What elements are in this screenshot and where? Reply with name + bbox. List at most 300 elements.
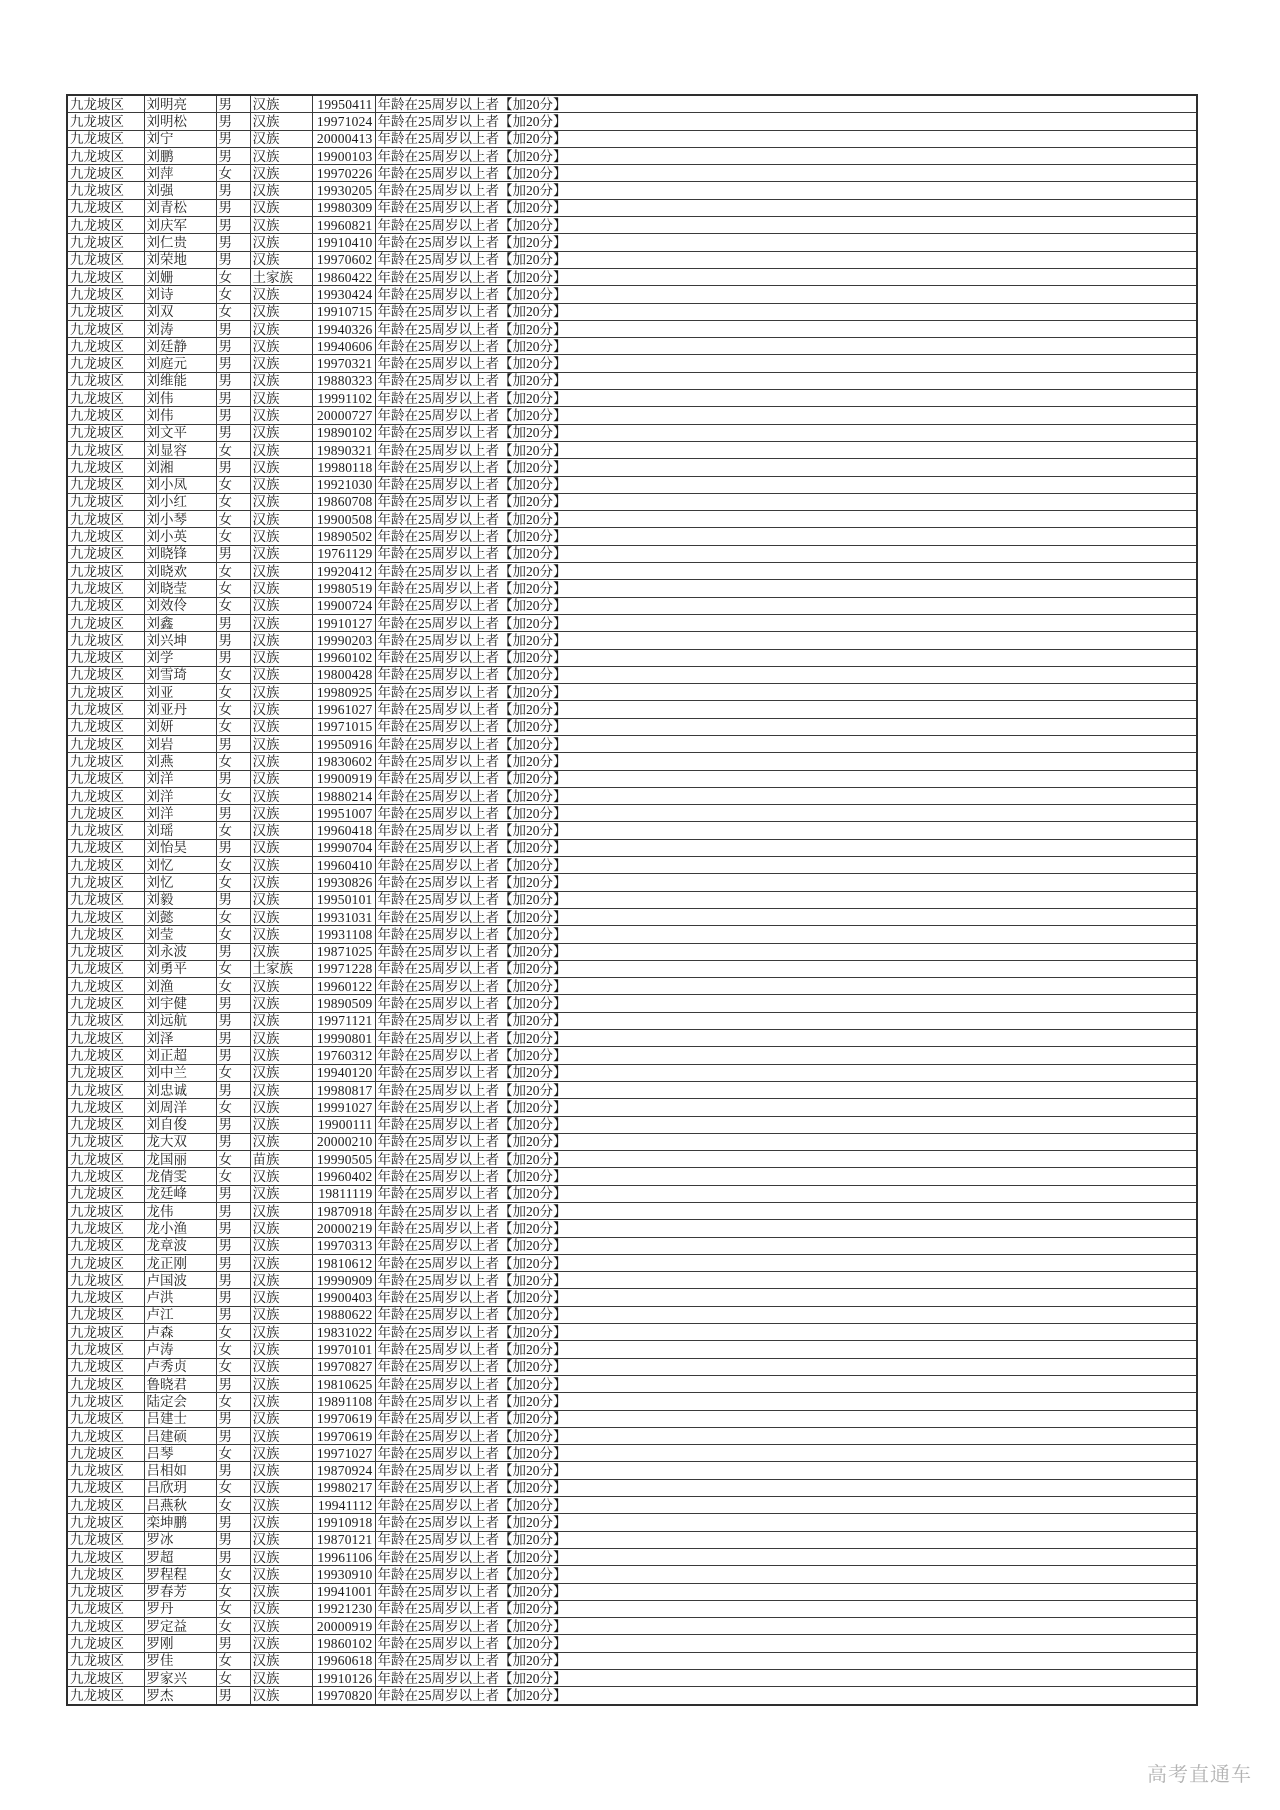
table-row bbox=[67, 338, 1197, 355]
cell-remark: 年龄在25周岁以上者【加20分】 bbox=[375, 1151, 1197, 1168]
cell-birthdate: 19970619 bbox=[312, 1427, 375, 1444]
cell-district: 九龙坡区 bbox=[67, 130, 144, 147]
table-row bbox=[67, 1445, 1197, 1462]
cell-gender: 女 bbox=[216, 1670, 250, 1687]
cell-ethnicity: 汉族 bbox=[250, 1289, 312, 1306]
table-row bbox=[67, 822, 1197, 839]
cell-name: 刘晓锋 bbox=[144, 545, 216, 562]
cell-ethnicity: 汉族 bbox=[250, 251, 312, 268]
cell-gender: 男 bbox=[216, 1133, 250, 1150]
cell-gender: 男 bbox=[216, 251, 250, 268]
cell-birthdate: 19970226 bbox=[312, 165, 375, 182]
cell-name: 刘毅 bbox=[144, 891, 216, 908]
cell-ethnicity: 汉族 bbox=[250, 545, 312, 562]
table-row bbox=[67, 735, 1197, 752]
table-row bbox=[67, 770, 1197, 787]
cell-name: 刘勇平 bbox=[144, 960, 216, 977]
table-row bbox=[67, 95, 1197, 113]
cell-ethnicity: 土家族 bbox=[250, 960, 312, 977]
cell-remark: 年龄在25周岁以上者【加20分】 bbox=[375, 338, 1197, 355]
cell-ethnicity: 汉族 bbox=[250, 597, 312, 614]
cell-gender: 女 bbox=[216, 718, 250, 735]
cell-remark: 年龄在25周岁以上者【加20分】 bbox=[375, 286, 1197, 303]
cell-name: 罗定益 bbox=[144, 1618, 216, 1635]
cell-ethnicity: 汉族 bbox=[250, 1635, 312, 1652]
table-row bbox=[67, 1358, 1197, 1375]
cell-birthdate: 19970820 bbox=[312, 1687, 375, 1705]
cell-birthdate: 19940326 bbox=[312, 320, 375, 337]
cell-birthdate: 20000413 bbox=[312, 130, 375, 147]
cell-name: 龙倩雯 bbox=[144, 1168, 216, 1185]
cell-district: 九龙坡区 bbox=[67, 424, 144, 441]
cell-name: 刘廷静 bbox=[144, 338, 216, 355]
cell-ethnicity: 汉族 bbox=[250, 1220, 312, 1237]
cell-gender: 女 bbox=[216, 1393, 250, 1410]
cell-birthdate: 19990505 bbox=[312, 1151, 375, 1168]
cell-district: 九龙坡区 bbox=[67, 251, 144, 268]
cell-name: 刘亚丹 bbox=[144, 701, 216, 718]
cell-district: 九龙坡区 bbox=[67, 1012, 144, 1029]
cell-birthdate: 19930826 bbox=[312, 874, 375, 891]
cell-ethnicity: 汉族 bbox=[250, 390, 312, 407]
cell-name: 刘晓莹 bbox=[144, 580, 216, 597]
cell-remark: 年龄在25周岁以上者【加20分】 bbox=[375, 1203, 1197, 1220]
cell-gender: 女 bbox=[216, 268, 250, 285]
cell-birthdate: 19940606 bbox=[312, 338, 375, 355]
cell-ethnicity: 汉族 bbox=[250, 1081, 312, 1098]
cell-gender: 女 bbox=[216, 511, 250, 528]
cell-remark: 年龄在25周岁以上者【加20分】 bbox=[375, 1635, 1197, 1652]
cell-district: 九龙坡区 bbox=[67, 822, 144, 839]
cell-name: 卢秀贞 bbox=[144, 1358, 216, 1375]
table-row bbox=[67, 528, 1197, 545]
cell-gender: 男 bbox=[216, 1306, 250, 1323]
cell-remark: 年龄在25周岁以上者【加20分】 bbox=[375, 597, 1197, 614]
cell-ethnicity: 汉族 bbox=[250, 1116, 312, 1133]
cell-name: 刘小琴 bbox=[144, 511, 216, 528]
cell-name: 刘忆 bbox=[144, 874, 216, 891]
table-row bbox=[67, 1652, 1197, 1669]
table-row bbox=[67, 1133, 1197, 1150]
cell-remark: 年龄在25周岁以上者【加20分】 bbox=[375, 753, 1197, 770]
cell-ethnicity: 汉族 bbox=[250, 1012, 312, 1029]
cell-district: 九龙坡区 bbox=[67, 1445, 144, 1462]
cell-gender: 女 bbox=[216, 1566, 250, 1583]
table-row bbox=[67, 1047, 1197, 1064]
cell-ethnicity: 汉族 bbox=[250, 407, 312, 424]
cell-remark: 年龄在25周岁以上者【加20分】 bbox=[375, 95, 1197, 113]
cell-district: 九龙坡区 bbox=[67, 1151, 144, 1168]
cell-birthdate: 19870924 bbox=[312, 1462, 375, 1479]
cell-name: 刘姗 bbox=[144, 268, 216, 285]
cell-birthdate: 19870121 bbox=[312, 1531, 375, 1548]
table-row bbox=[67, 1099, 1197, 1116]
cell-district: 九龙坡区 bbox=[67, 528, 144, 545]
cell-ethnicity: 汉族 bbox=[250, 303, 312, 320]
cell-name: 刘晓欢 bbox=[144, 563, 216, 580]
cell-district: 九龙坡区 bbox=[67, 978, 144, 995]
cell-name: 刘维能 bbox=[144, 372, 216, 389]
cell-birthdate: 19891108 bbox=[312, 1393, 375, 1410]
cell-remark: 年龄在25周岁以上者【加20分】 bbox=[375, 1324, 1197, 1341]
cell-birthdate: 19900103 bbox=[312, 147, 375, 164]
cell-gender: 男 bbox=[216, 1047, 250, 1064]
cell-gender: 女 bbox=[216, 874, 250, 891]
cell-district: 九龙坡区 bbox=[67, 320, 144, 337]
cell-gender: 女 bbox=[216, 286, 250, 303]
cell-birthdate: 19960618 bbox=[312, 1652, 375, 1669]
table-row bbox=[67, 493, 1197, 510]
cell-ethnicity: 汉族 bbox=[250, 1427, 312, 1444]
cell-remark: 年龄在25周岁以上者【加20分】 bbox=[375, 113, 1197, 130]
cell-remark: 年龄在25周岁以上者【加20分】 bbox=[375, 372, 1197, 389]
table-row bbox=[67, 1081, 1197, 1098]
cell-ethnicity: 汉族 bbox=[250, 753, 312, 770]
cell-name: 刘泽 bbox=[144, 1030, 216, 1047]
cell-name: 刘伟 bbox=[144, 407, 216, 424]
cell-birthdate: 19990909 bbox=[312, 1272, 375, 1289]
cell-district: 九龙坡区 bbox=[67, 1306, 144, 1323]
applicants-table bbox=[66, 94, 1198, 1706]
cell-birthdate: 19931108 bbox=[312, 926, 375, 943]
cell-district: 九龙坡区 bbox=[67, 182, 144, 199]
cell-ethnicity: 土家族 bbox=[250, 268, 312, 285]
cell-ethnicity: 汉族 bbox=[250, 130, 312, 147]
cell-birthdate: 19970101 bbox=[312, 1341, 375, 1358]
cell-gender: 男 bbox=[216, 649, 250, 666]
cell-gender: 男 bbox=[216, 372, 250, 389]
cell-district: 九龙坡区 bbox=[67, 511, 144, 528]
cell-district: 九龙坡区 bbox=[67, 1047, 144, 1064]
table-row bbox=[67, 1254, 1197, 1271]
cell-name: 龙伟 bbox=[144, 1203, 216, 1220]
cell-remark: 年龄在25周岁以上者【加20分】 bbox=[375, 1254, 1197, 1271]
cell-remark: 年龄在25周岁以上者【加20分】 bbox=[375, 857, 1197, 874]
cell-birthdate: 19871025 bbox=[312, 943, 375, 960]
cell-district: 九龙坡区 bbox=[67, 1583, 144, 1600]
cell-ethnicity: 汉族 bbox=[250, 839, 312, 856]
cell-birthdate: 19900724 bbox=[312, 597, 375, 614]
cell-birthdate: 19991027 bbox=[312, 1099, 375, 1116]
table-row bbox=[67, 632, 1197, 649]
table-row bbox=[67, 1514, 1197, 1531]
cell-district: 九龙坡区 bbox=[67, 614, 144, 631]
cell-gender: 女 bbox=[216, 1652, 250, 1669]
cell-district: 九龙坡区 bbox=[67, 1203, 144, 1220]
cell-gender: 女 bbox=[216, 701, 250, 718]
table-row bbox=[67, 1618, 1197, 1635]
cell-birthdate: 19960418 bbox=[312, 822, 375, 839]
cell-birthdate: 19931031 bbox=[312, 908, 375, 925]
cell-name: 刘洋 bbox=[144, 805, 216, 822]
cell-remark: 年龄在25周岁以上者【加20分】 bbox=[375, 1497, 1197, 1514]
cell-name: 刘双 bbox=[144, 303, 216, 320]
cell-birthdate: 19970619 bbox=[312, 1410, 375, 1427]
cell-remark: 年龄在25周岁以上者【加20分】 bbox=[375, 1289, 1197, 1306]
cell-birthdate: 19980309 bbox=[312, 199, 375, 216]
cell-remark: 年龄在25周岁以上者【加20分】 bbox=[375, 1306, 1197, 1323]
cell-birthdate: 19890321 bbox=[312, 441, 375, 458]
cell-name: 刘正超 bbox=[144, 1047, 216, 1064]
cell-ethnicity: 汉族 bbox=[250, 580, 312, 597]
cell-ethnicity: 汉族 bbox=[250, 234, 312, 251]
cell-remark: 年龄在25周岁以上者【加20分】 bbox=[375, 165, 1197, 182]
table-row bbox=[67, 113, 1197, 130]
table-row bbox=[67, 217, 1197, 234]
cell-name: 刘效伶 bbox=[144, 597, 216, 614]
cell-district: 九龙坡区 bbox=[67, 1116, 144, 1133]
cell-district: 九龙坡区 bbox=[67, 147, 144, 164]
cell-gender: 男 bbox=[216, 407, 250, 424]
cell-gender: 男 bbox=[216, 1203, 250, 1220]
cell-ethnicity: 汉族 bbox=[250, 1030, 312, 1047]
cell-ethnicity: 汉族 bbox=[250, 165, 312, 182]
cell-remark: 年龄在25周岁以上者【加20分】 bbox=[375, 1272, 1197, 1289]
table-row bbox=[67, 1012, 1197, 1029]
cell-birthdate: 19961027 bbox=[312, 701, 375, 718]
table-row bbox=[67, 320, 1197, 337]
cell-ethnicity: 汉族 bbox=[250, 476, 312, 493]
table-row bbox=[67, 1583, 1197, 1600]
cell-district: 九龙坡区 bbox=[67, 805, 144, 822]
cell-gender: 男 bbox=[216, 839, 250, 856]
cell-district: 九龙坡区 bbox=[67, 199, 144, 216]
table-row bbox=[67, 1203, 1197, 1220]
cell-ethnicity: 汉族 bbox=[250, 563, 312, 580]
cell-ethnicity: 汉族 bbox=[250, 182, 312, 199]
cell-name: 鲁晓君 bbox=[144, 1375, 216, 1392]
table-row bbox=[67, 597, 1197, 614]
cell-ethnicity: 汉族 bbox=[250, 1254, 312, 1271]
cell-name: 刘宁 bbox=[144, 130, 216, 147]
table-row bbox=[67, 1497, 1197, 1514]
cell-gender: 男 bbox=[216, 1237, 250, 1254]
cell-name: 刘宇健 bbox=[144, 995, 216, 1012]
cell-remark: 年龄在25周岁以上者【加20分】 bbox=[375, 580, 1197, 597]
cell-birthdate: 19900111 bbox=[312, 1116, 375, 1133]
cell-district: 九龙坡区 bbox=[67, 545, 144, 562]
cell-birthdate: 19990801 bbox=[312, 1030, 375, 1047]
cell-remark: 年龄在25周岁以上者【加20分】 bbox=[375, 943, 1197, 960]
cell-gender: 女 bbox=[216, 857, 250, 874]
cell-district: 九龙坡区 bbox=[67, 1030, 144, 1047]
cell-name: 龙廷峰 bbox=[144, 1185, 216, 1202]
cell-birthdate: 19970602 bbox=[312, 251, 375, 268]
cell-name: 刘雪琦 bbox=[144, 666, 216, 683]
cell-remark: 年龄在25周岁以上者【加20分】 bbox=[375, 424, 1197, 441]
cell-name: 罗刚 bbox=[144, 1635, 216, 1652]
cell-name: 卢森 bbox=[144, 1324, 216, 1341]
cell-district: 九龙坡区 bbox=[67, 95, 144, 113]
cell-gender: 男 bbox=[216, 805, 250, 822]
cell-name: 卢江 bbox=[144, 1306, 216, 1323]
cell-name: 刘懿 bbox=[144, 908, 216, 925]
cell-ethnicity: 汉族 bbox=[250, 1306, 312, 1323]
cell-gender: 男 bbox=[216, 1548, 250, 1565]
table-row bbox=[67, 580, 1197, 597]
cell-district: 九龙坡区 bbox=[67, 1341, 144, 1358]
cell-birthdate: 19890509 bbox=[312, 995, 375, 1012]
cell-district: 九龙坡区 bbox=[67, 926, 144, 943]
cell-name: 刘妍 bbox=[144, 718, 216, 735]
table-row bbox=[67, 614, 1197, 631]
cell-gender: 女 bbox=[216, 1583, 250, 1600]
cell-ethnicity: 汉族 bbox=[250, 286, 312, 303]
cell-name: 卢涛 bbox=[144, 1341, 216, 1358]
cell-birthdate: 19971228 bbox=[312, 960, 375, 977]
cell-remark: 年龄在25周岁以上者【加20分】 bbox=[375, 528, 1197, 545]
cell-name: 罗超 bbox=[144, 1548, 216, 1565]
cell-ethnicity: 汉族 bbox=[250, 978, 312, 995]
table-row bbox=[67, 372, 1197, 389]
cell-remark: 年龄在25周岁以上者【加20分】 bbox=[375, 735, 1197, 752]
cell-remark: 年龄在25周岁以上者【加20分】 bbox=[375, 926, 1197, 943]
cell-birthdate: 19761129 bbox=[312, 545, 375, 562]
cell-birthdate: 19890102 bbox=[312, 424, 375, 441]
cell-birthdate: 19960410 bbox=[312, 857, 375, 874]
cell-remark: 年龄在25周岁以上者【加20分】 bbox=[375, 217, 1197, 234]
cell-gender: 女 bbox=[216, 1064, 250, 1081]
cell-birthdate: 19951007 bbox=[312, 805, 375, 822]
cell-birthdate: 19960122 bbox=[312, 978, 375, 995]
cell-gender: 女 bbox=[216, 1324, 250, 1341]
table-row bbox=[67, 1306, 1197, 1323]
cell-birthdate: 19860708 bbox=[312, 493, 375, 510]
cell-gender: 女 bbox=[216, 978, 250, 995]
cell-district: 九龙坡区 bbox=[67, 493, 144, 510]
cell-ethnicity: 汉族 bbox=[250, 632, 312, 649]
table-row bbox=[67, 1393, 1197, 1410]
table-row bbox=[67, 407, 1197, 424]
cell-district: 九龙坡区 bbox=[67, 1427, 144, 1444]
cell-gender: 男 bbox=[216, 1185, 250, 1202]
cell-remark: 年龄在25周岁以上者【加20分】 bbox=[375, 995, 1197, 1012]
table-row bbox=[67, 874, 1197, 891]
cell-gender: 男 bbox=[216, 1272, 250, 1289]
table-row bbox=[67, 908, 1197, 925]
cell-ethnicity: 汉族 bbox=[250, 1324, 312, 1341]
cell-district: 九龙坡区 bbox=[67, 684, 144, 701]
cell-gender: 男 bbox=[216, 199, 250, 216]
cell-birthdate: 19971027 bbox=[312, 1445, 375, 1462]
cell-remark: 年龄在25周岁以上者【加20分】 bbox=[375, 1012, 1197, 1029]
cell-birthdate: 19930205 bbox=[312, 182, 375, 199]
cell-ethnicity: 汉族 bbox=[250, 1445, 312, 1462]
cell-gender: 男 bbox=[216, 1081, 250, 1098]
cell-remark: 年龄在25周岁以上者【加20分】 bbox=[375, 1237, 1197, 1254]
cell-name: 陆定会 bbox=[144, 1393, 216, 1410]
cell-gender: 男 bbox=[216, 95, 250, 113]
cell-birthdate: 19971015 bbox=[312, 718, 375, 735]
table-row bbox=[67, 805, 1197, 822]
table-row bbox=[67, 1427, 1197, 1444]
table-row bbox=[67, 182, 1197, 199]
cell-district: 九龙坡区 bbox=[67, 1375, 144, 1392]
cell-gender: 女 bbox=[216, 960, 250, 977]
cell-district: 九龙坡区 bbox=[67, 217, 144, 234]
cell-ethnicity: 汉族 bbox=[250, 1375, 312, 1392]
cell-remark: 年龄在25周岁以上者【加20分】 bbox=[375, 355, 1197, 372]
cell-remark: 年龄在25周岁以上者【加20分】 bbox=[375, 1410, 1197, 1427]
table-row bbox=[67, 147, 1197, 164]
cell-gender: 男 bbox=[216, 1427, 250, 1444]
cell-remark: 年龄在25周岁以上者【加20分】 bbox=[375, 874, 1197, 891]
cell-name: 刘涛 bbox=[144, 320, 216, 337]
cell-remark: 年龄在25周岁以上者【加20分】 bbox=[375, 614, 1197, 631]
cell-remark: 年龄在25周岁以上者【加20分】 bbox=[375, 1566, 1197, 1583]
cell-gender: 女 bbox=[216, 1479, 250, 1496]
cell-name: 罗杰 bbox=[144, 1687, 216, 1705]
cell-remark: 年龄在25周岁以上者【加20分】 bbox=[375, 234, 1197, 251]
cell-remark: 年龄在25周岁以上者【加20分】 bbox=[375, 787, 1197, 804]
cell-name: 刘湘 bbox=[144, 459, 216, 476]
cell-birthdate: 19880323 bbox=[312, 372, 375, 389]
table-row bbox=[67, 545, 1197, 562]
cell-remark: 年龄在25周岁以上者【加20分】 bbox=[375, 960, 1197, 977]
cell-gender: 女 bbox=[216, 493, 250, 510]
cell-name: 刘中兰 bbox=[144, 1064, 216, 1081]
cell-ethnicity: 汉族 bbox=[250, 666, 312, 683]
cell-district: 九龙坡区 bbox=[67, 1652, 144, 1669]
cell-ethnicity: 汉族 bbox=[250, 995, 312, 1012]
cell-ethnicity: 汉族 bbox=[250, 1047, 312, 1064]
cell-remark: 年龄在25周岁以上者【加20分】 bbox=[375, 441, 1197, 458]
cell-birthdate: 19880214 bbox=[312, 787, 375, 804]
cell-remark: 年龄在25周岁以上者【加20分】 bbox=[375, 130, 1197, 147]
table-row bbox=[67, 1064, 1197, 1081]
cell-name: 刘伟 bbox=[144, 390, 216, 407]
cell-name: 罗程程 bbox=[144, 1566, 216, 1583]
cell-district: 九龙坡区 bbox=[67, 1272, 144, 1289]
table-row bbox=[67, 1030, 1197, 1047]
cell-gender: 女 bbox=[216, 1618, 250, 1635]
cell-gender: 男 bbox=[216, 995, 250, 1012]
table-row bbox=[67, 511, 1197, 528]
cell-birthdate: 19900919 bbox=[312, 770, 375, 787]
cell-remark: 年龄在25周岁以上者【加20分】 bbox=[375, 182, 1197, 199]
cell-district: 九龙坡区 bbox=[67, 303, 144, 320]
table-row bbox=[67, 1566, 1197, 1583]
cell-ethnicity: 汉族 bbox=[250, 735, 312, 752]
table-row bbox=[67, 476, 1197, 493]
cell-district: 九龙坡区 bbox=[67, 459, 144, 476]
cell-gender: 女 bbox=[216, 528, 250, 545]
cell-name: 刘岩 bbox=[144, 735, 216, 752]
cell-remark: 年龄在25周岁以上者【加20分】 bbox=[375, 1670, 1197, 1687]
table-row bbox=[67, 1324, 1197, 1341]
table-row bbox=[67, 1687, 1197, 1705]
cell-remark: 年龄在25周岁以上者【加20分】 bbox=[375, 459, 1197, 476]
cell-gender: 男 bbox=[216, 735, 250, 752]
cell-remark: 年龄在25周岁以上者【加20分】 bbox=[375, 891, 1197, 908]
cell-remark: 年龄在25周岁以上者【加20分】 bbox=[375, 1358, 1197, 1375]
cell-district: 九龙坡区 bbox=[67, 1064, 144, 1081]
cell-gender: 男 bbox=[216, 147, 250, 164]
cell-gender: 男 bbox=[216, 1289, 250, 1306]
cell-birthdate: 19910715 bbox=[312, 303, 375, 320]
cell-gender: 女 bbox=[216, 1099, 250, 1116]
cell-remark: 年龄在25周岁以上者【加20分】 bbox=[375, 1393, 1197, 1410]
cell-birthdate: 19991102 bbox=[312, 390, 375, 407]
cell-gender: 男 bbox=[216, 943, 250, 960]
cell-remark: 年龄在25周岁以上者【加20分】 bbox=[375, 1583, 1197, 1600]
cell-district: 九龙坡区 bbox=[67, 1462, 144, 1479]
watermark-text: 高考直通车 bbox=[1147, 1764, 1252, 1786]
cell-name: 刘亚 bbox=[144, 684, 216, 701]
cell-ethnicity: 汉族 bbox=[250, 441, 312, 458]
cell-birthdate: 19910410 bbox=[312, 234, 375, 251]
cell-remark: 年龄在25周岁以上者【加20分】 bbox=[375, 1462, 1197, 1479]
